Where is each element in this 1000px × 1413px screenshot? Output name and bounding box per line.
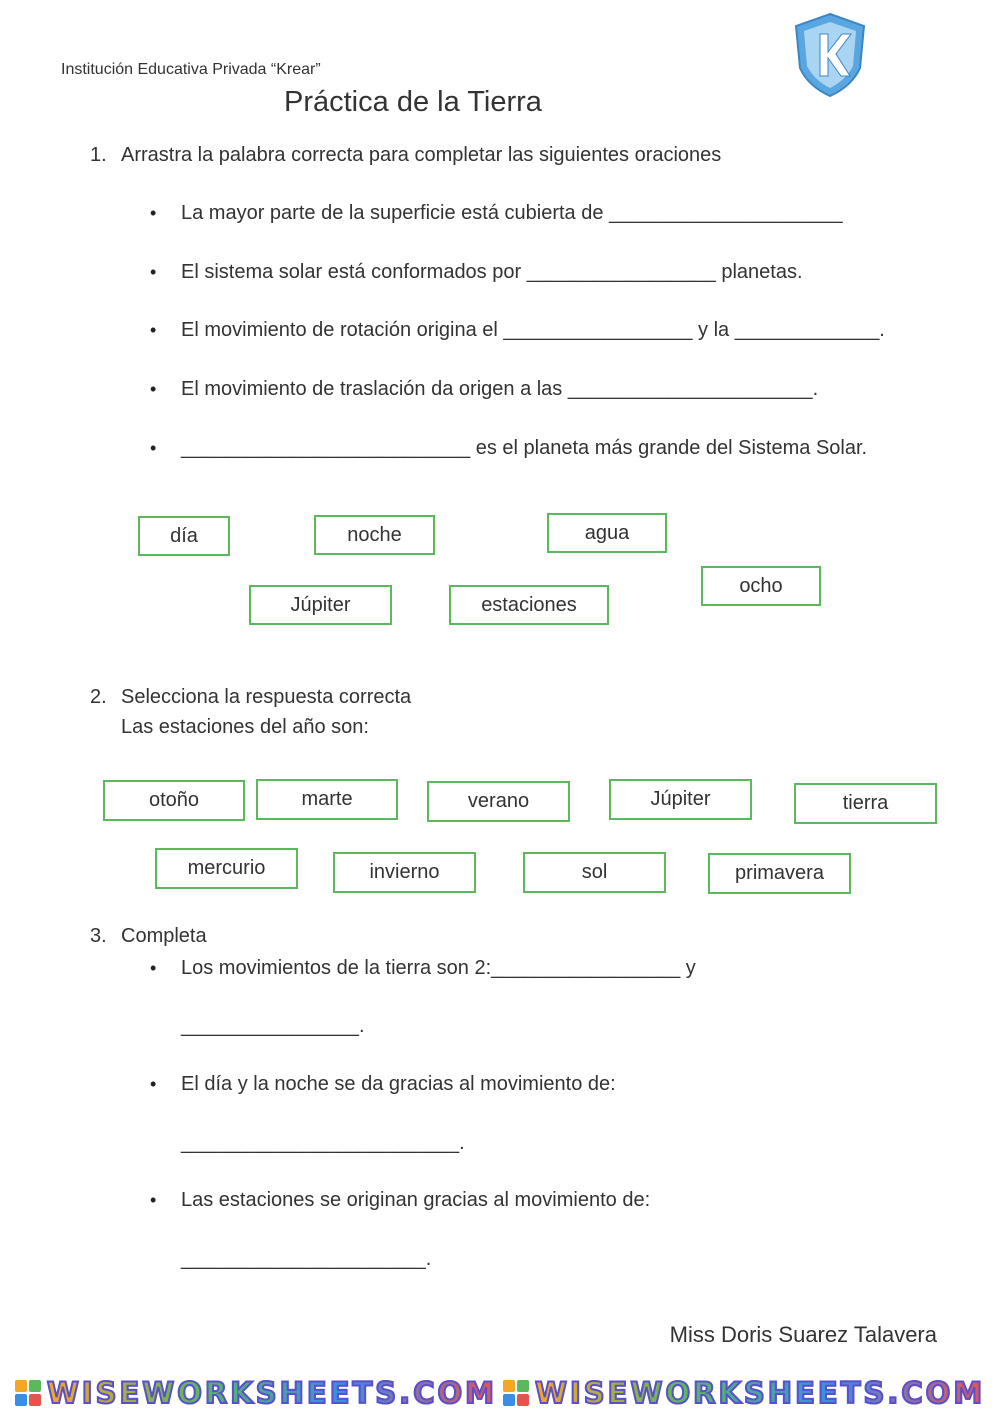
school-logo-icon [792, 12, 868, 98]
institution-name: Institución Educativa Privada “Krear” [61, 61, 321, 78]
option-primavera[interactable]: primavera [708, 853, 851, 894]
word-noche[interactable]: noche [314, 515, 435, 555]
teacher-signature: Miss Doris Suarez Talavera [669, 1322, 937, 1347]
q3-item-1: Los movimientos de la tierra son 2:_________________ y [181, 957, 696, 979]
option-tierra[interactable]: tierra [794, 783, 937, 824]
word-estaciones[interactable]: estaciones [449, 585, 609, 625]
footer-brand-2 [503, 1376, 985, 1410]
q3-bullet-2: • [150, 1074, 157, 1094]
q1-bullet-3: • [150, 320, 157, 340]
page-title: Práctica de la Tierra [284, 86, 542, 118]
q1-sentence-1: La mayor parte de la superficie está cubierta de _____________________ [181, 202, 843, 224]
q1-sentence-3: El movimiento de rotación origina el _________________ y la _____________. [181, 319, 885, 341]
option-sol[interactable]: sol [523, 852, 666, 893]
q1-sentence-2: El sistema solar está conformados por _________________ planetas. [181, 261, 803, 283]
q2-instruction: Selecciona la respuesta correcta [121, 686, 412, 708]
q3-blank-1[interactable]: ________________. [181, 1015, 365, 1037]
q2-subtitle: Las estaciones del año son: [121, 716, 369, 738]
word-dia[interactable]: día [138, 516, 230, 556]
q1-bullet-2: • [150, 262, 157, 282]
footer-brand-1 [15, 1376, 497, 1410]
q3-number: 3. [90, 925, 107, 947]
q1-sentence-5: __________________________ es el planeta más grande del Sistema Solar. [181, 437, 868, 459]
q3-blank-3[interactable]: ______________________. [181, 1248, 432, 1270]
option-jupiter[interactable]: Júpiter [609, 779, 752, 820]
q1-instruction: Arrastra la palabra correcta para completar las siguientes oraciones [121, 144, 722, 166]
q3-item-2: El día y la noche se da gracias al movimiento de: [181, 1073, 616, 1095]
q3-item-3: Las estaciones se originan gracias al movimiento de: [181, 1189, 651, 1211]
q3-bullet-3: • [150, 1190, 157, 1210]
option-verano[interactable]: verano [427, 781, 570, 822]
option-mercurio[interactable]: mercurio [155, 848, 298, 889]
word-jupiter[interactable]: Júpiter [249, 585, 392, 625]
q1-bullet-4: • [150, 379, 157, 399]
q1-number: 1. [90, 144, 107, 166]
q2-number: 2. [90, 686, 107, 708]
wiseworksheets-logo-icon [15, 1380, 41, 1406]
q3-bullet-1: • [150, 958, 157, 978]
wiseworksheets-logo-icon [503, 1380, 529, 1406]
q1-sentence-4: El movimiento de traslación da origen a las ______________________. [181, 378, 819, 400]
word-ocho[interactable]: ocho [701, 566, 821, 606]
q1-bullet-5: • [150, 438, 157, 458]
q1-bullet-1: • [150, 203, 157, 223]
option-marte[interactable]: marte [256, 779, 398, 820]
q3-blank-2[interactable]: _________________________. [181, 1132, 465, 1154]
q3-instruction: Completa [121, 925, 207, 947]
footer-watermark [0, 1372, 1000, 1413]
option-invierno[interactable]: invierno [333, 852, 476, 893]
word-agua[interactable]: agua [547, 513, 667, 553]
footer-brand-text: WISEWORKSHEETS.COM [535, 1375, 986, 1410]
footer-brand-text: WISEWORKSHEETS.COM [46, 1375, 497, 1410]
option-otono[interactable]: otoño [103, 780, 245, 821]
